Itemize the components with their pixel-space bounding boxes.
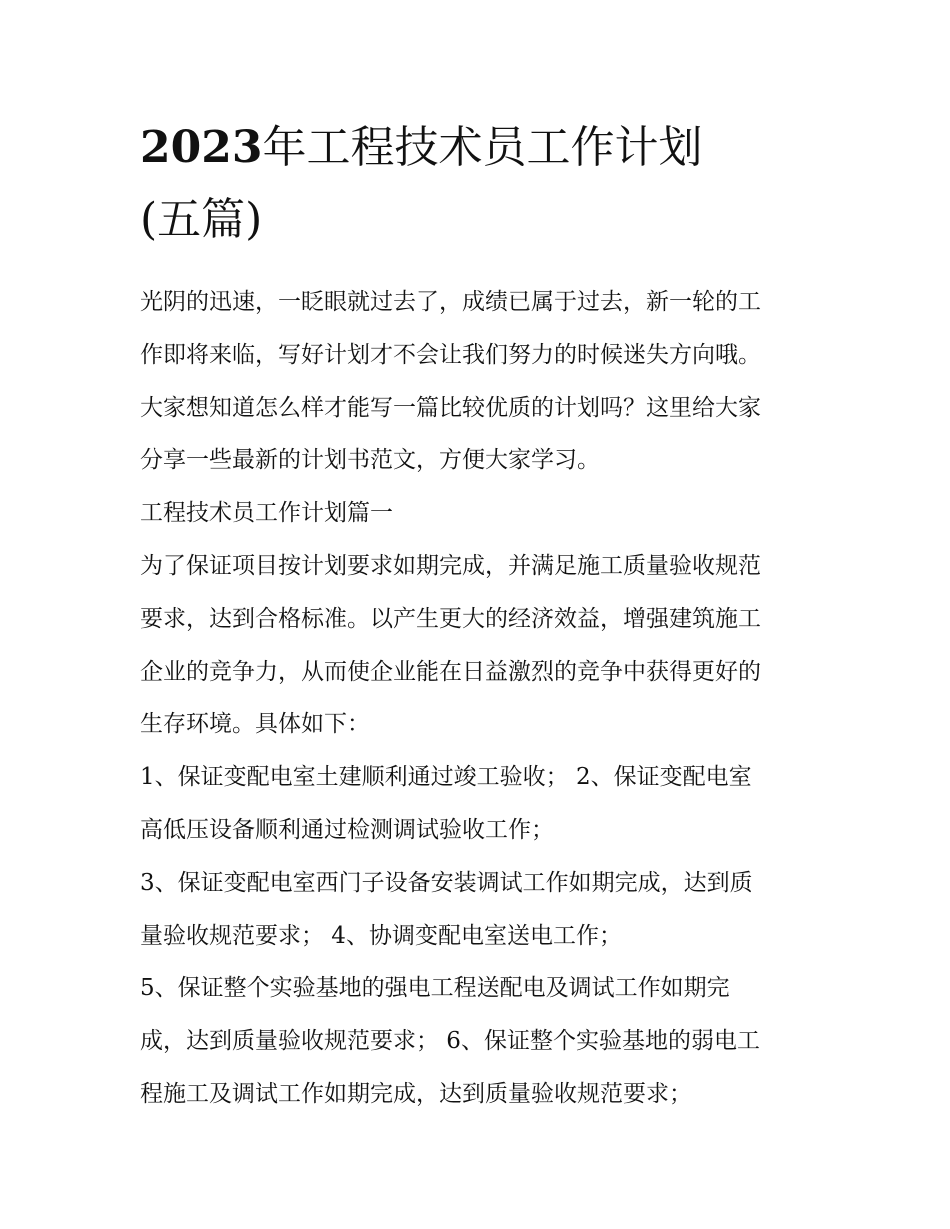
title-line1: 年工程技术员工作计划: [262, 122, 703, 173]
body-line: 分享一些最新的计划书范文，方便大家学习。: [140, 447, 600, 474]
list-line: 程施工及调试工作如期完成，达到质量验收规范要求；: [140, 1080, 692, 1107]
list-line: 成，达到质量验收规范要求； 6、保证整个实验基地的弱电工: [140, 1028, 760, 1055]
body-line: 作即将来临，写好计划才不会让我们努力的时候迷失方向哦。: [140, 341, 761, 368]
body-line: 企业的竞争力，从而使企业能在日益激烈的竞争中获得更好的: [140, 658, 761, 685]
list-line: 1、保证变配电室土建顺利通过竣工验收； 2、保证变配电室: [140, 764, 752, 791]
section-heading: 工程技术员工作计划篇一: [140, 500, 393, 527]
list-line: 高低压设备顺利通过检测调试验收工作；: [140, 816, 554, 843]
list-line: 3、保证变配电室西门子设备安装调试工作如期完成，达到质: [140, 869, 753, 896]
list-line: 量验收规范要求； 4、协调变配电室送电工作；: [140, 922, 622, 949]
body-line: 生存环境。具体如下：: [140, 711, 370, 738]
body-line: 为了保证项目按计划要求如期完成，并满足施工质量验收规范: [140, 552, 761, 579]
body-line: 要求，达到合格标准。以产生更大的经济效益，增强建筑施工: [140, 605, 761, 632]
body-line: 大家想知道怎么样才能写一篇比较优质的计划吗？这里给大家: [140, 394, 761, 421]
document-title: [140, 112, 820, 256]
title-line2: (五篇): [140, 194, 263, 245]
document-body: [140, 276, 816, 1121]
list-line: 5、保证整个实验基地的强电工程送配电及调试工作如期完: [140, 975, 730, 1002]
body-line: 光阴的迅速，一眨眼就过去了，成绩已属于过去，新一轮的工: [140, 289, 761, 315]
title-year: 2023: [140, 122, 263, 173]
